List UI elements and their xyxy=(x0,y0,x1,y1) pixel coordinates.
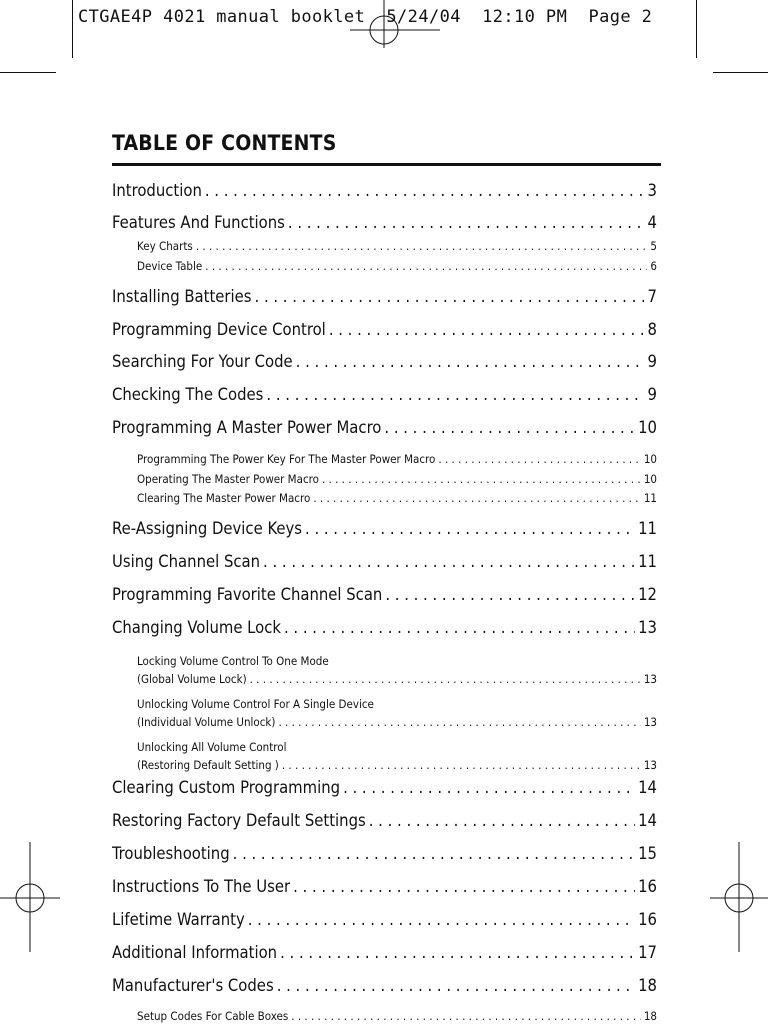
toc-page-number: 10 xyxy=(643,452,657,466)
toc-page-number: 9 xyxy=(647,385,657,404)
toc-entry-label: Instructions To The User xyxy=(112,877,291,896)
dot-leader xyxy=(266,385,644,404)
dot-leader xyxy=(369,811,635,830)
print-slug: CTGAE4P 4021 manual booklet 5/24/04 12:10 PM Page 2 xyxy=(78,7,653,27)
toc-entry[interactable] xyxy=(112,778,657,800)
toc-page-number: 7 xyxy=(647,287,657,306)
dot-leader xyxy=(255,287,645,306)
dot-leader xyxy=(313,491,641,505)
toc-entry[interactable] xyxy=(112,943,657,965)
title-rule xyxy=(112,163,661,166)
toc-page-number: 14 xyxy=(638,811,657,830)
toc-entry-label: Additional Information xyxy=(112,943,278,962)
dot-leader xyxy=(205,181,645,200)
toc-subentry[interactable] xyxy=(112,758,657,774)
toc-entry[interactable] xyxy=(112,877,657,899)
dot-leader xyxy=(248,910,635,929)
toc-subentry[interactable] xyxy=(112,672,657,688)
registration-mark-left-icon xyxy=(0,842,60,952)
dot-leader xyxy=(291,1009,641,1023)
dot-leader xyxy=(296,352,645,371)
toc-entry-label: (Global Volume Lock) xyxy=(137,672,247,686)
toc-entry-label: Restoring Factory Default Settings xyxy=(112,811,366,830)
toc-entry[interactable] xyxy=(112,811,657,833)
toc-page-number: 11 xyxy=(638,552,657,571)
toc-entry[interactable] xyxy=(112,181,657,203)
toc-page-number: 11 xyxy=(643,491,657,505)
toc-entry-label: Manufacturer's Codes xyxy=(112,976,274,995)
toc-entry-label: Troubleshooting xyxy=(112,844,230,863)
dot-leader xyxy=(322,472,641,486)
toc-page-number: 4 xyxy=(647,213,657,232)
toc-entry[interactable] xyxy=(112,320,657,342)
toc-subentry[interactable] xyxy=(112,452,657,468)
toc-entry-label: Operating The Master Power Macro xyxy=(137,472,319,486)
toc-page-number: 11 xyxy=(638,519,657,538)
toc-entry-label: Using Channel Scan xyxy=(112,552,261,571)
toc-entry[interactable] xyxy=(112,418,657,440)
toc-entry[interactable] xyxy=(112,976,657,998)
toc-entry-label: (Individual Volume Unlock) xyxy=(137,715,276,729)
toc-entry-label-line: Unlocking All Volume Control xyxy=(137,740,287,754)
toc-entry-label: Re-Assigning Device Keys xyxy=(112,519,303,538)
dot-leader xyxy=(233,844,635,863)
dot-leader xyxy=(305,519,635,538)
toc-page-number: 10 xyxy=(643,472,657,486)
toc-page-number: 16 xyxy=(638,910,657,929)
toc-page-number: 13 xyxy=(643,672,657,686)
dot-leader xyxy=(284,618,635,637)
toc-entry-label: Searching For Your Code xyxy=(112,352,293,371)
toc-entry-label: Clearing The Master Power Macro xyxy=(137,491,311,505)
toc-entry[interactable] xyxy=(112,352,657,374)
toc-entry[interactable] xyxy=(112,844,657,866)
dot-leader xyxy=(280,943,635,962)
toc-page-number: 10 xyxy=(638,418,657,437)
toc-entry-label: Setup Codes For Cable Boxes xyxy=(137,1009,289,1023)
toc-entry[interactable] xyxy=(112,213,657,235)
dot-leader xyxy=(288,213,645,232)
toc-entry-label: Key Charts xyxy=(137,239,193,253)
toc-subentry[interactable] xyxy=(112,259,657,275)
dot-leader xyxy=(438,452,640,466)
toc-page-number: 13 xyxy=(643,715,657,729)
toc-title: TABLE OF CONTENTS xyxy=(112,131,337,155)
toc-page-number: 18 xyxy=(643,1009,657,1023)
toc-entry-label-line: Unlocking Volume Control For A Single Device xyxy=(137,697,374,711)
toc-entry-label: Checking The Codes xyxy=(112,385,264,404)
toc-entry[interactable] xyxy=(112,519,657,541)
toc-page-number: 14 xyxy=(638,778,657,797)
crop-mark-top-right-vertical xyxy=(696,0,697,58)
dot-leader xyxy=(343,778,635,797)
toc-page-number: 16 xyxy=(638,877,657,896)
dot-leader xyxy=(263,552,635,571)
toc-entry[interactable] xyxy=(112,910,657,932)
toc-subentry[interactable] xyxy=(112,472,657,488)
toc-subentry[interactable] xyxy=(112,491,657,507)
toc-entry-label: (Restoring Default Setting ) xyxy=(137,758,279,772)
toc-entry-label: Changing Volume Lock xyxy=(112,618,281,637)
dot-leader xyxy=(384,418,635,437)
toc-entry-label: Programming Favorite Channel Scan xyxy=(112,585,383,604)
toc-entry-label: Clearing Custom Programming xyxy=(112,778,341,797)
toc-entry[interactable] xyxy=(112,385,657,407)
dot-leader xyxy=(293,877,635,896)
dot-leader xyxy=(278,715,640,729)
toc-entry[interactable] xyxy=(112,585,657,607)
crop-mark-top-left-vertical xyxy=(72,0,73,58)
toc-page-number: 9 xyxy=(647,352,657,371)
toc-subentry[interactable] xyxy=(112,239,657,255)
toc-page-number: 8 xyxy=(647,320,657,339)
toc-entry-label: Introduction xyxy=(112,181,202,200)
registration-mark-top-icon xyxy=(350,0,440,50)
toc-page-number: 17 xyxy=(638,943,657,962)
dot-leader xyxy=(250,672,641,686)
toc-subentry[interactable] xyxy=(112,715,657,731)
dot-leader xyxy=(385,585,635,604)
toc-page-number: 6 xyxy=(650,259,657,273)
toc-entry-label: Features And Functions xyxy=(112,213,285,232)
toc-page-number: 13 xyxy=(643,758,657,772)
crop-mark-top-right-horizontal xyxy=(713,72,768,73)
toc-entry-label: Lifetime Warranty xyxy=(112,910,245,929)
toc-entry-label-line: Locking Volume Control To One Mode xyxy=(137,654,329,668)
toc-subentry[interactable] xyxy=(112,1009,657,1025)
dot-leader xyxy=(329,320,645,339)
registration-mark-right-icon xyxy=(710,842,768,952)
toc-entry[interactable] xyxy=(112,552,657,574)
toc-entry-label: Installing Batteries xyxy=(112,287,252,306)
toc-page-number: 13 xyxy=(638,618,657,637)
toc-page-number: 3 xyxy=(647,181,657,200)
dot-leader xyxy=(205,259,647,273)
toc-page-number: 18 xyxy=(638,976,657,995)
crop-mark-top-left-horizontal xyxy=(0,72,56,73)
toc-page-number: 12 xyxy=(638,585,657,604)
toc-entry-label: Device Table xyxy=(137,259,203,273)
dot-leader xyxy=(277,976,635,995)
toc-entry-label: Programming Device Control xyxy=(112,320,326,339)
toc-page-number: 15 xyxy=(638,844,657,863)
toc-page-number: 5 xyxy=(650,239,657,253)
dot-leader xyxy=(282,758,641,772)
toc-entry-label: Programming The Power Key For The Master Power Macro xyxy=(137,452,436,466)
toc-entry-label: Programming A Master Power Macro xyxy=(112,418,382,437)
toc-entry[interactable] xyxy=(112,618,657,640)
dot-leader xyxy=(196,239,648,253)
toc-entry[interactable] xyxy=(112,287,657,309)
